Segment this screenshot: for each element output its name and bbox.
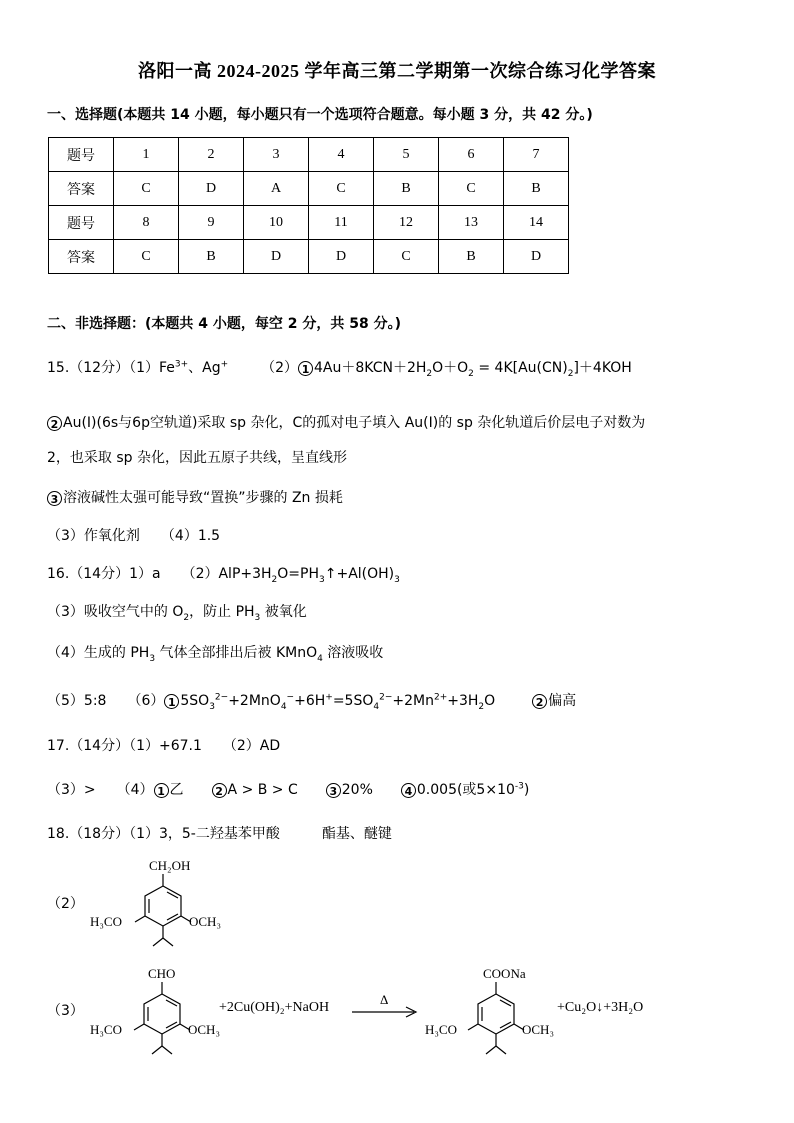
circled-number: 3 bbox=[326, 783, 341, 798]
table-cell: D bbox=[179, 172, 244, 206]
q15-line3: 2，也采取 sp 杂化，因此五原子共线，呈直线形 bbox=[47, 450, 347, 466]
table-row-header: 题号 bbox=[49, 206, 114, 240]
table-cell: D bbox=[244, 240, 309, 274]
table-cell: 12 bbox=[374, 206, 439, 240]
table-cell: C bbox=[114, 172, 179, 206]
table-cell: A bbox=[244, 172, 309, 206]
q18-part2-label: （2） bbox=[47, 896, 84, 912]
circled-number: 1 bbox=[154, 783, 169, 798]
table-cell: 10 bbox=[244, 206, 309, 240]
structure-right-label: OCH₃ bbox=[189, 914, 221, 929]
table-row-header: 答案 bbox=[49, 240, 114, 274]
q18-line1: 18.（18分）（1）3，5-二羟基苯甲酸 酯基、醚键 bbox=[47, 826, 392, 842]
table-cell: C bbox=[114, 240, 179, 274]
table-cell: B bbox=[374, 172, 439, 206]
q15-line2: 2 Au(Ⅰ)(6s与6p空轨道)采取 sp 杂化，C的孤对电子填入 Au(Ⅰ)的 sp 杂化轨道后价层电子对数为 bbox=[47, 412, 645, 432]
section-2-heading: 二、非选择题：(本题共 4 小题，每空 2 分，共 58 分。) bbox=[47, 316, 402, 332]
table-cell: B bbox=[439, 240, 504, 274]
structure-carboxylate bbox=[409, 960, 559, 1070]
delta-symbol: Δ bbox=[380, 992, 389, 1007]
table-cell: C bbox=[439, 172, 504, 206]
table-cell: 6 bbox=[439, 138, 504, 172]
table-row bbox=[49, 240, 569, 274]
structure-right-label: OCH₃ bbox=[188, 1022, 220, 1037]
structure-left-label: H₃CO bbox=[90, 914, 122, 929]
q15-line4: 3 溶液碱性太强可能导致“置换”步骤的 Zn 损耗 bbox=[47, 487, 343, 507]
table-row bbox=[49, 138, 569, 172]
q17-line1: 17.（14分）（1）+67.1 （2）AD bbox=[47, 738, 281, 754]
table-cell: C bbox=[309, 172, 374, 206]
table-row bbox=[49, 206, 569, 240]
q17-line2: （3）> （4） 1 乙 2 A > B > C 3 20% 4 0.005(或$5\times 10^{-3}$) bbox=[47, 781, 530, 798]
table-cell: 7 bbox=[504, 138, 569, 172]
structure-top-label: CHO bbox=[148, 966, 176, 981]
circled-number: 3 bbox=[47, 491, 62, 506]
q18-part3-label: （3） bbox=[47, 1003, 84, 1019]
q16-line3: （4）生成的 $PH_3$ 气体全部排出后被 KMnO$_4$ 溶液吸收 bbox=[47, 645, 384, 664]
circled-number: 1 bbox=[298, 361, 313, 376]
table-cell: 13 bbox=[439, 206, 504, 240]
circled-number: 2 bbox=[212, 783, 227, 798]
circled-number: 2 bbox=[47, 416, 62, 431]
table-cell: D bbox=[504, 240, 569, 274]
q15-line1: 15.（12分）$(1)Fe^{3+}$、Ag+ （2） 1 $4Au+8KCN+2H_2O+O_2 = 4K[Au(CN)_2]+4KOH$ bbox=[47, 359, 632, 379]
page-title: 洛阳一高 2024-2025 学年高三第二学期第一次综合练习化学答案 bbox=[138, 61, 656, 81]
q16-line2: （3）吸收空气中的 $O_2$，防止 $PH_3$ 被氧化 bbox=[47, 604, 307, 623]
q15-line5: （3）作氧化剂 （4）1.5 bbox=[47, 528, 221, 544]
table-cell: 4 bbox=[309, 138, 374, 172]
structure-left-label: H₃CO bbox=[425, 1022, 457, 1037]
section-1-heading: 一、选择题(本题共 14 小题，每小题只有一个选项符合题意。每小题 3 分，共 42 分。) bbox=[47, 107, 593, 123]
structure-left-label: H₃CO bbox=[90, 1022, 122, 1037]
table-cell: 1 bbox=[114, 138, 179, 172]
structure-aldehyde bbox=[75, 960, 220, 1070]
table-cell: 9 bbox=[179, 206, 244, 240]
products: +Cu₂O↓+3H₂O bbox=[557, 1000, 644, 1015]
circled-number: 1 bbox=[164, 694, 179, 709]
table-cell: 2 bbox=[179, 138, 244, 172]
structure-right-label: OCH₃ bbox=[522, 1022, 554, 1037]
table-row bbox=[49, 172, 569, 206]
table-cell: 14 bbox=[504, 206, 569, 240]
table-cell: B bbox=[179, 240, 244, 274]
table-cell: 5 bbox=[374, 138, 439, 172]
circled-number: 4 bbox=[401, 783, 416, 798]
table-row-header: 答案 bbox=[49, 172, 114, 206]
q16-line4: （5）5:8 （6） 1 $5SO_3^{2-}+2MnO_4^-+6H^+=5SO_4^{2-}+2Mn^{2+}+3H_2O$ 2 偏高 bbox=[47, 692, 577, 712]
table-row-header: 题号 bbox=[49, 138, 114, 172]
structure-top-label: COONa bbox=[483, 966, 526, 981]
table-cell: 8 bbox=[114, 206, 179, 240]
table-cell: C bbox=[374, 240, 439, 274]
answer-table bbox=[48, 137, 569, 274]
table-cell: 11 bbox=[309, 206, 374, 240]
circled-number: 2 bbox=[532, 694, 547, 709]
table-cell: D bbox=[309, 240, 374, 274]
structure-top-label: CH₂OH bbox=[149, 858, 191, 873]
q16-line1: 16.（14分）1）a $(2)AlP+3H_2O=PH_3↑+Al(OH)_3$ bbox=[47, 566, 400, 585]
table-cell: 3 bbox=[244, 138, 309, 172]
table-cell: B bbox=[504, 172, 569, 206]
structure-benzyl-alcohol bbox=[85, 852, 225, 962]
reagents: +2Cu(OH)₂+NaOH bbox=[219, 1000, 330, 1015]
